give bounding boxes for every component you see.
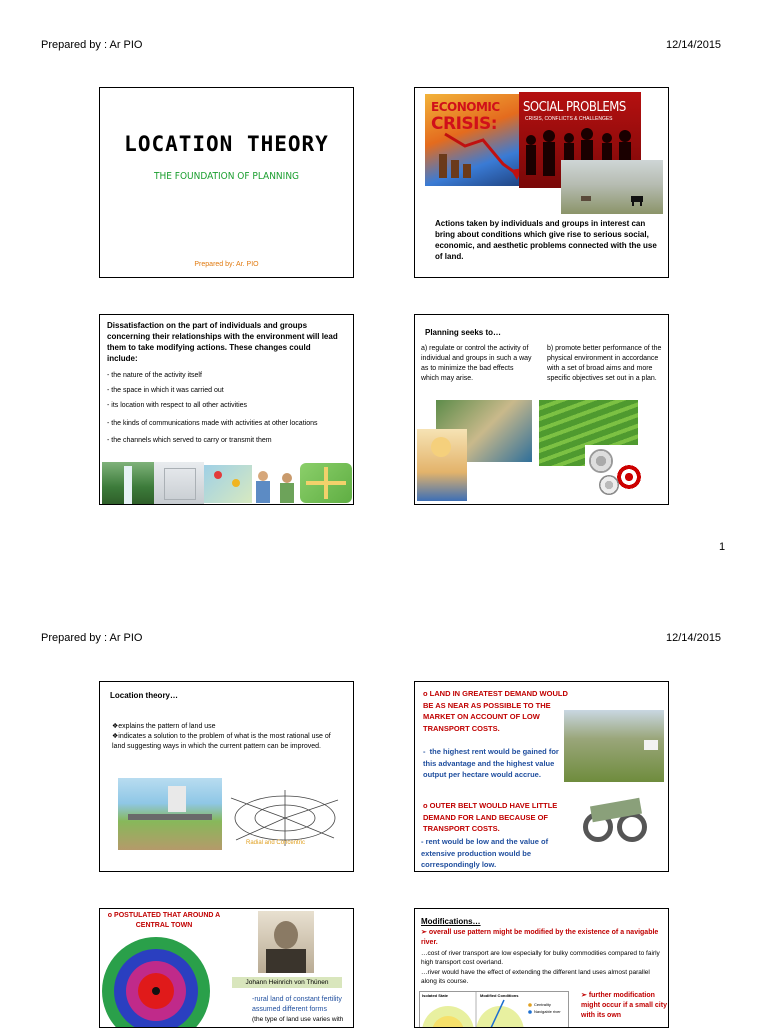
slide8-heading: Modifications…	[421, 917, 481, 926]
river-bullet: ➢ overall use pattern might be modified by the existence of a navigable river.	[421, 929, 659, 946]
outer-belt-point: o OUTER BELT WOULD HAVE LITTLE DEMAND FOR LAND BECAUSE OF TRANSPORT COSTS.	[423, 801, 558, 833]
economic-crisis-image	[425, 94, 531, 186]
slide-von-thunen	[99, 908, 354, 1028]
bullet-explains: ❖explains the pattern of land use	[112, 723, 216, 730]
page1-prepared-by: Prepared by : Ar PIO	[41, 39, 143, 51]
slide-location-theory-def	[99, 681, 354, 872]
banner-economic: ECONOMIC	[431, 100, 500, 114]
highest-rent-point: - the highest rent would be gained for this advantage and the highest value output per hectare would accrue.	[423, 747, 559, 779]
list-item: - the channels which served to carry or transmit them	[107, 437, 272, 444]
list-item: - the nature of the activity itself	[107, 372, 202, 379]
slide-location-theory-title	[99, 87, 354, 278]
dash-bullet-icon: -	[423, 747, 430, 756]
portrait-caption: Johann Heinrich von Thünen	[232, 977, 342, 988]
slide5-heading: Location theory…	[110, 691, 179, 700]
people-talking-image	[252, 465, 300, 503]
radial-concentric-sketch	[226, 788, 344, 848]
slide7-text2: (the type of land use varies with	[252, 1016, 344, 1023]
slide-prepared-by: Prepared by: Ar. PIO	[194, 261, 259, 268]
target-darts-image	[585, 445, 649, 503]
cattle-graphic	[561, 160, 663, 214]
river-cost-text: …cost of river transport are low especially for bulky commodities compared to fairly high transport cost overland.	[421, 950, 660, 966]
arrow-bullet-icon: ➢	[421, 929, 429, 936]
arrow-bullet-icon: ➢	[581, 992, 589, 999]
page2-prepared-by: Prepared by : Ar PIO	[41, 632, 143, 644]
slide7-text1: -rural land of constant fertility assumed different forms	[252, 996, 342, 1013]
waterfall-image	[102, 462, 154, 504]
slide-land-demand	[414, 681, 669, 872]
diamond-bullet-icon: ❖	[112, 733, 119, 740]
banner-crisis: CRISIS:	[431, 114, 498, 134]
von-thunen-portrait	[258, 911, 314, 973]
label-isolated: Isolated State	[422, 993, 449, 998]
down-arrow-graphic	[425, 94, 531, 186]
list-item: - the kinds of communications made with activities at other locations	[107, 420, 318, 427]
changes-list	[107, 371, 339, 446]
circle-bullet-icon: o	[107, 912, 115, 919]
slide-modifications	[414, 908, 669, 1028]
slide-dissatisfaction	[99, 314, 354, 505]
banner-social-sub: CRISIS, CONFLICTS & CHALLENGES	[525, 116, 613, 122]
child-drawing-image	[417, 429, 467, 501]
diamond-bullet-icon: ❖	[112, 723, 119, 730]
page1-date: 12/14/2015	[666, 39, 722, 51]
list-item: - its location with respect to all other activities	[107, 402, 248, 409]
concentric-rings-diagram	[100, 935, 212, 1028]
bullet-indicates: ❖indicates a solution to the problem of what is the most rational use of land suggesting ways in which the current pattern can be improved.	[112, 733, 331, 750]
slide-planning-seeks	[414, 314, 669, 505]
circle-bullet-icon: o	[423, 689, 430, 698]
field-cattle-image	[561, 160, 663, 214]
slide-title: LOCATION THEORY	[124, 132, 329, 156]
city-map-image	[300, 463, 352, 503]
slide4-item-b: b) promote better performance of the physical environment in accordance with a set of broad aims and more specific objectives set out in a plan.	[547, 345, 662, 382]
farmhouse-field-image	[564, 710, 664, 782]
circle-bullet-icon: o	[423, 801, 430, 810]
river-extend-text: …river would have the effect of extending the different land uses almost parallel along its course.	[421, 969, 650, 985]
interior-space-image	[154, 462, 204, 504]
slide4-heading: Planning seeks to…	[425, 328, 502, 337]
isolated-modified-diagram	[419, 991, 569, 1028]
slide3-intro: Dissatisfaction on the part of individuals and groups concerning their relationships with the environment will lead them to take modifying actions. These changes could include:	[107, 321, 338, 363]
postulated-heading: o POSTULATED THAT AROUND A CENTRAL TOWN	[107, 912, 221, 929]
label-modified: Modified Conditions	[480, 993, 519, 998]
page-number: 1	[719, 541, 726, 553]
slide-economic-social	[414, 87, 669, 278]
radial-caption: Radial and Concentric	[246, 840, 306, 846]
small-city-bullet: ➢ further modification might occur if a small city with its own	[581, 992, 667, 1019]
money-wheels-image	[571, 794, 663, 854]
page2-date: 12/14/2015	[666, 632, 722, 644]
land-demand-point: o LAND IN GREATEST DEMAND WOULD BE AS NEAR AS POSSIBLE TO THE MARKET ON ACCOUNT OF LOW TRANSPORT COSTS.	[423, 689, 568, 733]
map-pins-image	[204, 465, 252, 503]
list-item: - the space in which it was carried out	[107, 387, 224, 394]
banner-social: SOCIAL PROBLEMS	[523, 100, 626, 115]
rent-low-point: - rent would be low and the value of extensive production would be correspondingly low.	[421, 837, 549, 869]
slide4-item-a: a) regulate or control the activity of individual and groups in such a way as to minimize the bad effects which may arise.	[421, 345, 532, 382]
land-use-illustration	[118, 778, 222, 850]
slide2-text: Actions taken by individuals and groups in interest can bring about conditions which give rise to serious social, economic, and aesthetic problems connected with the use of land.	[435, 219, 657, 261]
legend-river: Navigable river	[534, 1009, 561, 1014]
legend-centrality: Centrality	[534, 1002, 551, 1007]
slide-subtitle: THE FOUNDATION OF PLANNING	[153, 171, 300, 182]
